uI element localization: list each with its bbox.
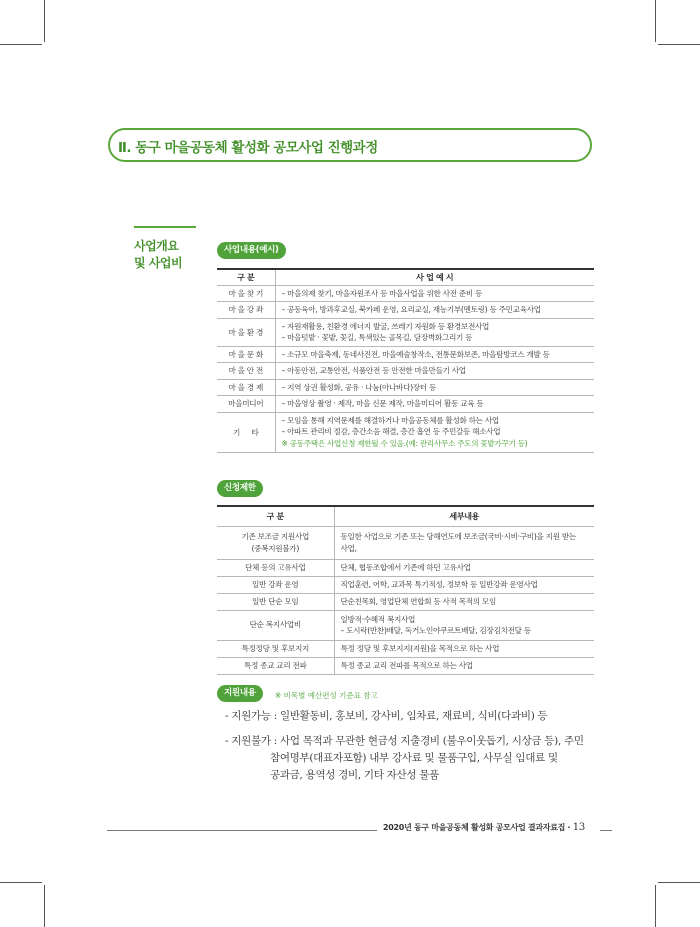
- description-cell: [275, 318, 594, 346]
- support-allowed: [225, 708, 547, 725]
- crop-mark: [44, 885, 45, 927]
- category-cell: 마 을 문 화: [217, 346, 275, 363]
- description-line: – 마을영상 촬영 · 제작, 마을 신문 제작, 마을미디어 활동 교육 등: [281, 399, 484, 408]
- table-row: [217, 379, 594, 396]
- category-cell: 기 타: [217, 412, 275, 452]
- detail-cell: 단체, 협동조합에서 기존에 하던 고유사업: [334, 559, 594, 576]
- support-not-allowed: [225, 733, 584, 784]
- table-row: [217, 610, 594, 640]
- table-row: [217, 640, 594, 657]
- category-cell: 마을미디어: [217, 396, 275, 413]
- table-row: [217, 412, 594, 452]
- section-label-application-restrictions: 신청제한: [217, 480, 263, 497]
- category-line: (중복지원불가): [251, 543, 300, 553]
- page-number: 13: [572, 822, 585, 833]
- category-cell: 마 을 찾 기: [217, 285, 275, 302]
- category-cell: 마 을 안 전: [217, 363, 275, 380]
- side-title-rule: [134, 226, 196, 228]
- section-label-support-content: 지원내용: [217, 685, 263, 702]
- table-row: [217, 396, 594, 413]
- table-row: [217, 346, 594, 363]
- side-title-line: 및 사업비: [134, 256, 183, 270]
- description-line: – 아파트 관리비 절감, 층간소음 해결, 층간 흡연 등 주민갈등 해소사업: [281, 427, 501, 437]
- description-line: – 공동육아, 방과후교실, 북카페 운영, 요리교실, 재능기부(멘토링) 등 주민교육사업: [281, 305, 541, 314]
- category-cell: 마 을 경 제: [217, 379, 275, 396]
- description-line: – 소규모 마을축제, 동네사진전, 마을예술창작소, 전통문화보존, 마을탐방코스 개발 등: [281, 349, 550, 359]
- detail-cell: 직업훈련, 어학, 교과목 특기적성, 정보학 등 일반강좌 운영사업: [334, 576, 594, 593]
- description-line: – 지역 상권 활성화, 공유 · 나눔(아나바다)장터 등: [281, 382, 436, 392]
- footer-rule-right: [600, 830, 612, 831]
- description-cell: [275, 346, 594, 363]
- description-cell: [275, 363, 594, 380]
- table-row: [217, 318, 594, 346]
- table-header-row: [217, 506, 594, 526]
- table-header-row: [217, 269, 594, 285]
- business-examples-table: [217, 268, 594, 453]
- detail-cell: 단순친목회, 영업단체 연합회 등 사적 목적의 모임: [334, 593, 594, 610]
- footer-title: 2020년 동구 마을공동체 활성화 공모사업 결과자료집 ·: [383, 823, 571, 832]
- crop-mark: [655, 0, 656, 42]
- description-line: – 마을텃밭 · 꽃밭, 꽃길, 특색있는 골목길, 담장벽화그리기 등: [281, 333, 473, 342]
- crop-mark: [658, 882, 700, 883]
- description-cell: [275, 396, 594, 413]
- column-header: 구 분: [217, 269, 275, 285]
- crop-mark: [44, 0, 45, 42]
- detail-line: – 도시락(반찬)배달, 독거노인야쿠르트배달, 김장김치전달 등: [340, 626, 531, 635]
- table-row: [217, 302, 594, 319]
- category-cell: 마 을 환 경: [217, 318, 275, 346]
- section-label-business-examples: 사업내용(예시): [217, 242, 286, 259]
- table-row: [217, 526, 594, 559]
- application-restrictions-table: [217, 505, 594, 675]
- budget-reference-note: ※ 비목별 예산편성 기준표 참고: [275, 691, 378, 700]
- table-row: [217, 657, 594, 674]
- support-line-text: 참여명부(대표자포함) 내부 강사료 및 물품구입, 사무실 임대료 및: [270, 752, 558, 764]
- description-note: ※ 공동주택은 사업신청 제한될 수 있음.(예: 관리사무소 주도의 꽃밭가꾸기 등): [281, 438, 528, 448]
- detail-cell: 특정 정당 및 후보지지(지원)을 목적으로 하는 사업: [334, 640, 594, 657]
- category-cell: 일반 강좌 운영: [217, 576, 334, 593]
- description-cell: [275, 412, 594, 452]
- detail-line: 일방적·수혜적 복지사업: [340, 614, 416, 624]
- support-line-text: - 지원불가 : 사업 목적과 무관한 현금성 지출경비 (불우이웃돕기, 시상금 등), 주민: [225, 735, 584, 747]
- table-row: [217, 559, 594, 576]
- description-cell: [275, 285, 594, 302]
- category-cell: 특정 종교 교리 전파: [217, 657, 334, 674]
- category-cell: 일반 단순 모임: [217, 593, 334, 610]
- support-line-text: 공과금, 용역성 경비, 기타 자산성 물품: [270, 769, 439, 781]
- footer-rule-left: [107, 830, 377, 831]
- detail-line: 동일한 사업으로 기존 또는 당해연도에 보조금(국비·시비·구비)을 지원 받는: [340, 532, 576, 541]
- category-line: 기존 보조금 지원사업: [241, 532, 310, 541]
- category-cell: [217, 526, 334, 559]
- column-header: 사 업 예 시: [275, 269, 594, 285]
- column-header: 세부내용: [334, 506, 594, 526]
- description-cell: [275, 302, 594, 319]
- category-cell: 특정정당 및 후보지지: [217, 640, 334, 657]
- table-row: [217, 593, 594, 610]
- category-cell: 마 을 강 좌: [217, 302, 275, 319]
- crop-mark: [658, 44, 700, 45]
- table-row: [217, 285, 594, 302]
- table-row: [217, 363, 594, 380]
- column-header: 구 분: [217, 506, 334, 526]
- description-line: – 마을의제 찾기, 마을자원조사 등 마을사업을 위한 사전 준비 등: [281, 288, 483, 298]
- footer: [383, 822, 585, 833]
- category-cell: 단순 복지사업비: [217, 610, 334, 640]
- crop-mark: [0, 44, 42, 45]
- category-cell: 단체 등의 고유사업: [217, 559, 334, 576]
- detail-line: 사업,: [340, 543, 357, 553]
- description-cell: [275, 379, 594, 396]
- detail-cell: [334, 526, 594, 559]
- crop-mark: [0, 882, 42, 883]
- support-line-text: - 지원가능 : 일반활동비, 홍보비, 강사비, 임차료, 재료비, 식비(다과비) 등: [225, 710, 548, 722]
- description-line: – 아동안전, 교통안전, 식품안전 등 안전한 마을만들기 사업: [281, 366, 466, 375]
- side-title: [134, 238, 196, 272]
- description-line: – 모임을 통해 지역문제를 해결하거나 마을공동체를 활성화 하는 사업: [281, 415, 499, 425]
- side-title-line: 사업개요: [134, 239, 179, 253]
- detail-cell: [334, 610, 594, 640]
- detail-cell: 특정 종교 교리 전파를 목적으로 하는 사업: [334, 657, 594, 674]
- description-line: – 자원재활용, 친환경 에너지 발굴, 쓰레기 자원화 등 환경보전사업: [281, 321, 490, 331]
- table-row: [217, 576, 594, 593]
- chapter-title: Ⅱ. 동구 마을공동체 활성화 공모사업 진행과정: [118, 140, 378, 156]
- crop-mark: [655, 885, 656, 927]
